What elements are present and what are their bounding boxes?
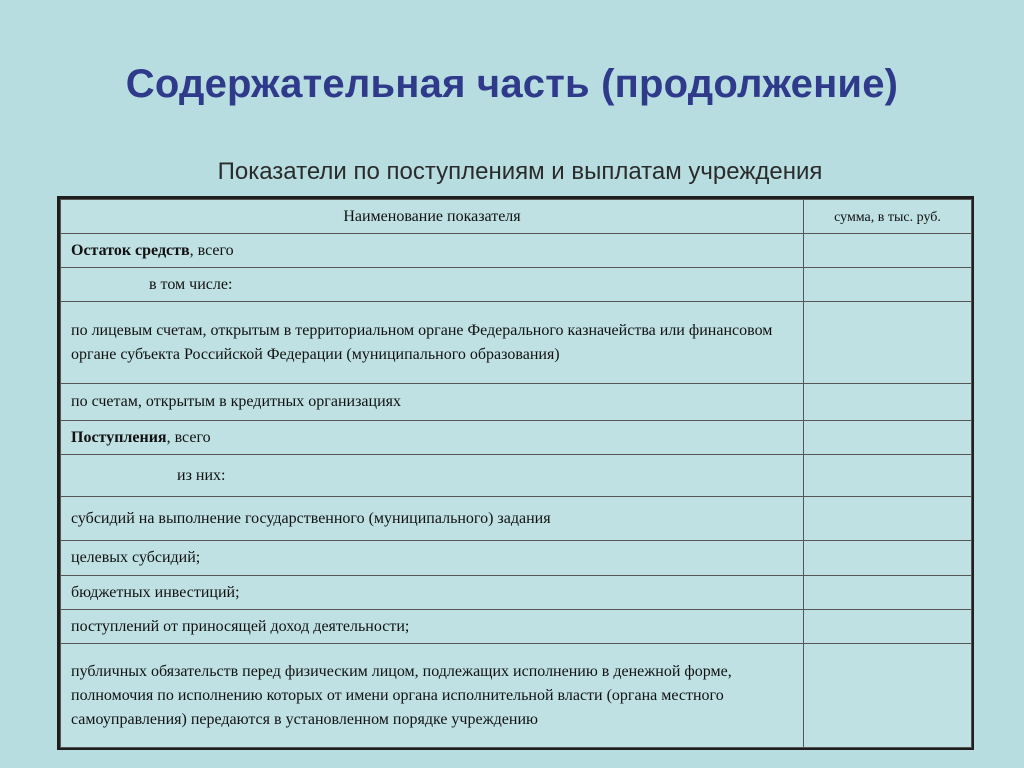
table-row [61,644,972,748]
row-label-cell [61,421,804,455]
row-label-cell: по лицевым счетам, открытым в территориальном органе Федерального казначейства или финансовом органе субъекта Российской Федерации (муниципального образования) [61,302,804,384]
row-label-cell: в том числе: [61,268,804,302]
row-amount-cell [804,302,972,384]
row-amount-cell [804,497,972,541]
row-label-cell [61,234,804,268]
row-label-cell: субсидий на выполнение государственного (муниципального) задания [61,497,804,541]
row-amount-cell [804,610,972,644]
row-label-cell: по счетам, открытым в кредитных организациях [61,384,804,421]
table-row [61,455,972,497]
row-amount-cell [804,268,972,302]
row-label-bold: Поступления [71,428,167,446]
row-amount-cell [804,541,972,576]
table-row [61,234,972,268]
row-label-cell: поступлений от приносящей доход деятельности; [61,610,804,644]
table-row [61,268,972,302]
row-label-text: , всего [166,428,211,446]
row-amount-cell [804,576,972,610]
row-label-cell: целевых субсидий; [61,541,804,576]
row-label-text: , всего [189,241,234,259]
row-amount-cell [804,644,972,748]
row-label-bold: Остаток средств [71,241,190,259]
row-label-cell: из них: [61,455,804,497]
header-name-cell: Наименование показателя [61,200,804,234]
row-amount-cell [804,384,972,421]
header-amount-cell: сумма, в тыс. руб. [804,200,972,234]
table-row [61,421,972,455]
row-amount-cell [804,455,972,497]
row-amount-cell [804,421,972,455]
row-label-cell: бюджетных инвестиций; [61,576,804,610]
slide-title: Содержательная часть (продолжение) [125,62,899,106]
table-row [61,610,972,644]
table-row [61,576,972,610]
table-row [61,541,972,576]
row-amount-cell [804,234,972,268]
table-caption: Показатели по поступлениям и выплатам учреждения [217,158,823,185]
table-row [61,384,972,421]
table-row [61,302,972,384]
table-row [61,497,972,541]
indicators-table [57,196,974,750]
table-header-row [61,200,972,234]
row-label-cell: публичных обязательств перед физическим лицом, подлежащих исполнению в денежной форме, полномочия по исполнению которых от имени органа исполнительной власти (органа местного самоуправления) передаются в установленном порядке учреждению [61,644,804,748]
